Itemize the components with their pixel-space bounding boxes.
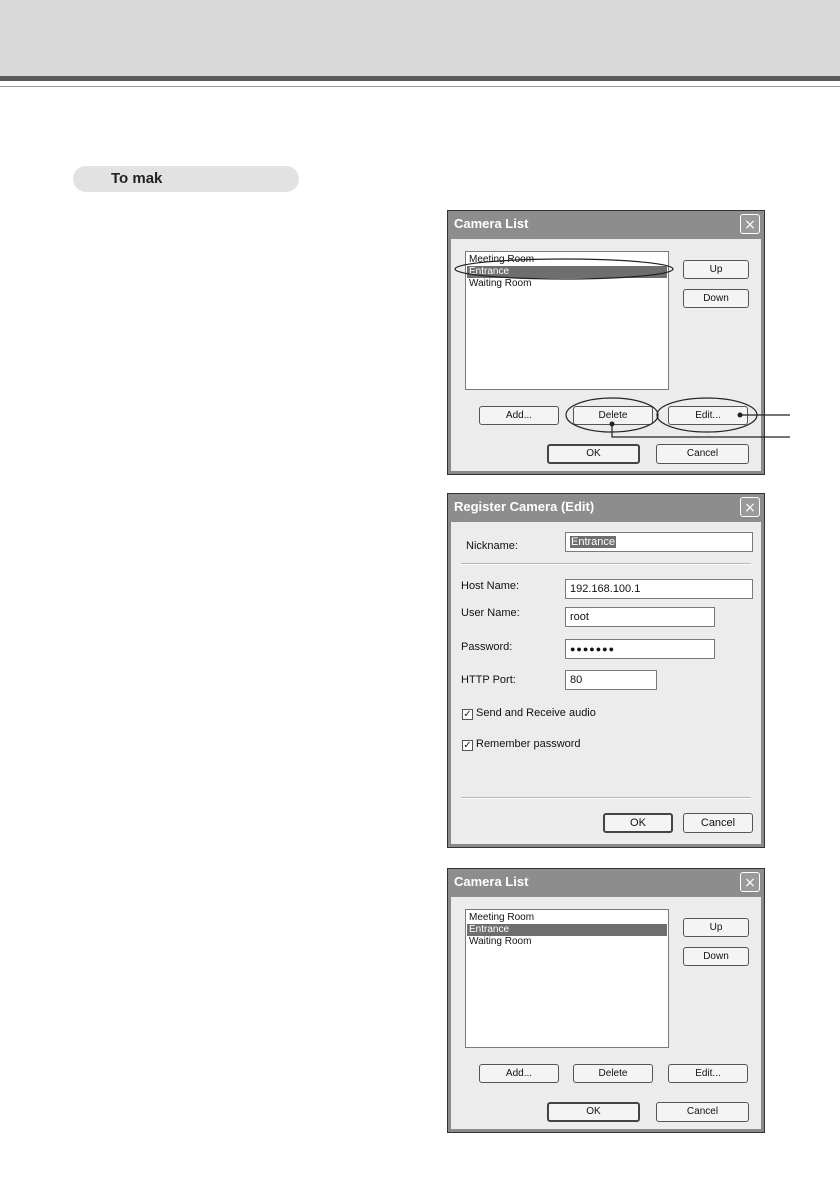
up-button[interactable]: Up [683,918,749,937]
down-button[interactable]: Down [683,947,749,966]
list-item[interactable]: Meeting Room [469,254,535,265]
list-item-selected[interactable]: Entrance [467,266,667,278]
list-item-selected[interactable]: Entrance [467,924,667,936]
dialog-title: Register Camera (Edit) [454,499,595,514]
host-name-label: Host Name: [461,580,520,592]
title-bar [448,869,764,897]
delete-button[interactable]: Delete [573,1064,653,1083]
http-port-label: HTTP Port: [461,674,516,686]
list-item[interactable]: Waiting Room [469,278,532,289]
ok-button[interactable]: OK [603,813,673,833]
cancel-button[interactable]: Cancel [656,444,749,464]
nickname-input[interactable] [565,532,753,552]
list-item[interactable]: Meeting Room [469,912,535,923]
register-camera-dialog [447,493,765,848]
list-item[interactable]: Waiting Room [469,936,532,947]
dialog-title: Camera List [454,216,529,231]
audio-checkbox[interactable]: ✓ [463,709,472,720]
camera-listbox[interactable] [465,909,669,1048]
dialog-title: Camera List [454,874,529,889]
down-button[interactable]: Down [683,289,749,308]
ok-button[interactable]: OK [547,1102,640,1122]
user-name-input[interactable]: root [565,607,715,627]
http-port-input[interactable]: 80 [565,670,657,690]
add-button[interactable]: Add... [479,1064,559,1083]
audio-checkbox-label: Send and Receive audio [476,707,596,719]
add-button[interactable]: Add... [479,406,559,425]
divider [461,797,751,799]
user-name-label: User Name: [461,607,520,619]
nickname-label: Nickname: [466,540,518,552]
remember-password-label: Remember password [476,738,581,750]
divider [461,563,751,565]
ok-button[interactable]: OK [547,444,640,464]
nickname-value: Entrance [571,536,616,548]
edit-button[interactable]: Edit... [668,1064,748,1083]
section-heading-text: To mak [111,170,163,187]
up-button[interactable]: Up [683,260,749,279]
dialog-body [451,522,761,844]
close-icon[interactable]: × [740,497,760,517]
remember-password-checkbox[interactable]: ✓ [463,740,472,751]
cancel-button[interactable]: Cancel [683,813,753,833]
camera-list-dialog-2 [447,868,765,1133]
cancel-button[interactable]: Cancel [656,1102,749,1122]
close-icon[interactable]: × [740,872,760,892]
password-label: Password: [461,641,513,653]
edit-button[interactable]: Edit... [668,406,748,425]
title-bar [448,494,764,522]
dialog-body [451,897,761,1129]
delete-button[interactable]: Delete [573,406,653,425]
callout-ellipse-entrance [455,259,673,279]
host-name-input[interactable]: 192.168.100.1 [565,579,753,599]
callout-line-delete [612,424,790,437]
password-input[interactable]: ●●●●●●● [565,639,715,659]
close-icon[interactable]: × [740,214,760,234]
